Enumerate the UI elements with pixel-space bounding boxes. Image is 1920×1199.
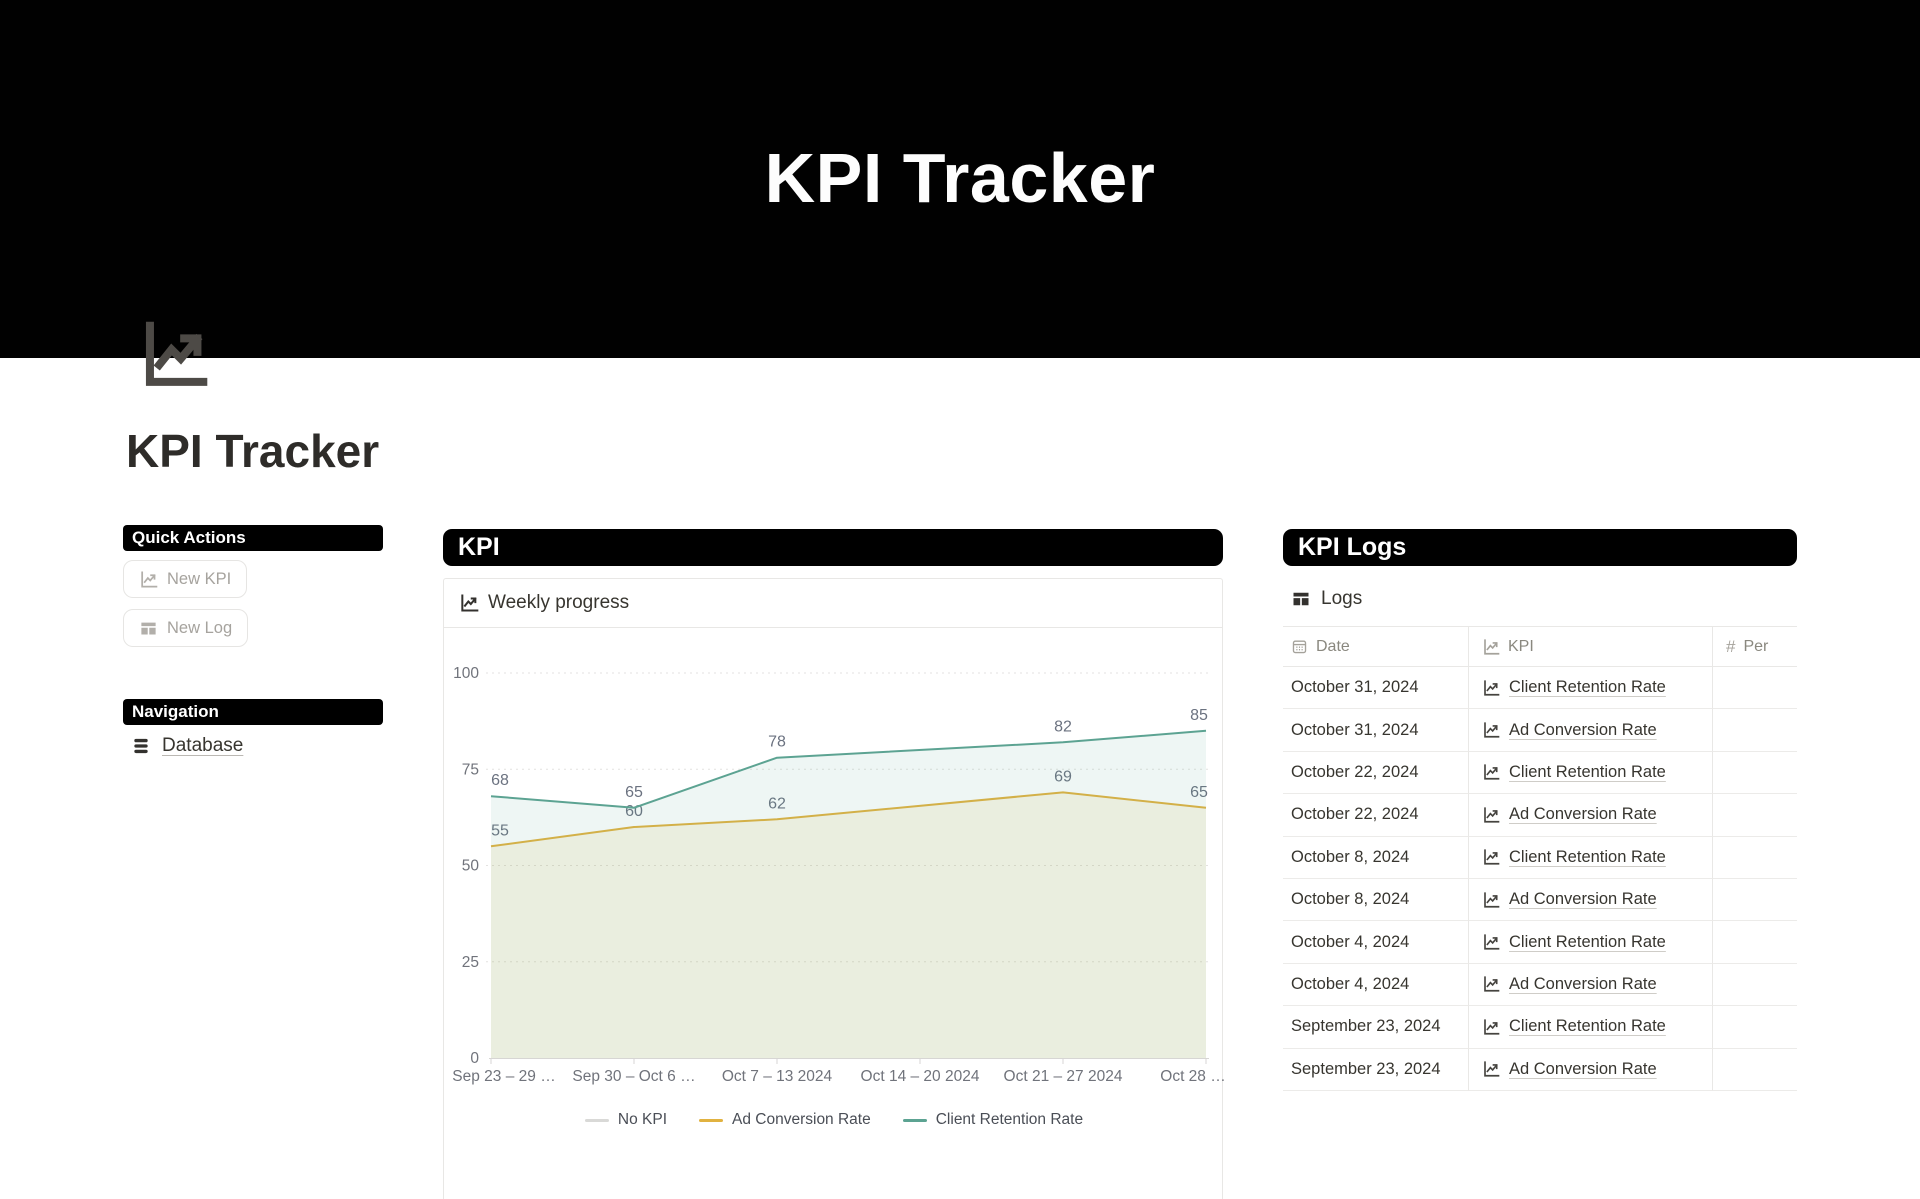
chart-line-icon (459, 593, 479, 613)
svg-text:65: 65 (625, 783, 643, 801)
log-per-cell[interactable] (1712, 837, 1797, 879)
kpi-relation-link[interactable]: Ad Conversion Rate (1509, 720, 1657, 739)
chart-line-icon (1482, 975, 1500, 993)
log-kpi-cell[interactable] (1468, 1049, 1712, 1091)
log-per-cell[interactable] (1712, 921, 1797, 963)
svg-text:0: 0 (470, 1050, 479, 1067)
column-header-kpi[interactable] (1468, 626, 1712, 667)
sidebar-item-database[interactable] (131, 735, 243, 757)
calendar-icon (1291, 638, 1308, 655)
log-date-cell[interactable]: September 23, 2024 (1283, 1006, 1468, 1048)
chart-line-icon (1482, 806, 1500, 824)
kpi-relation-link[interactable]: Client Retention Rate (1509, 762, 1666, 781)
widget-title: Weekly progress (488, 592, 630, 613)
chart-line-icon (1482, 933, 1500, 951)
log-per-cell[interactable] (1712, 667, 1797, 709)
kpi-relation-link[interactable]: Ad Conversion Rate (1509, 890, 1657, 909)
banner-title: KPI Tracker (764, 139, 1156, 217)
legend-label: Ad Conversion Rate (732, 1111, 871, 1128)
kpi-relation-link[interactable]: Client Retention Rate (1509, 1017, 1666, 1036)
log-date-cell[interactable]: October 4, 2024 (1283, 964, 1468, 1006)
svg-text:68: 68 (491, 772, 509, 790)
svg-text:65: 65 (1190, 783, 1208, 801)
chart-line-icon[interactable] (134, 318, 214, 392)
weekly-progress-chart (444, 628, 1224, 1098)
svg-text:62: 62 (768, 795, 786, 813)
log-per-cell[interactable] (1712, 879, 1797, 921)
navigation-header: Navigation (123, 699, 383, 725)
logs-table-title-row[interactable] (1291, 588, 1362, 610)
hash-icon: # (1726, 636, 1736, 656)
log-kpi-cell[interactable] (1468, 879, 1712, 921)
database-icon (131, 736, 151, 756)
svg-text:69: 69 (1054, 768, 1072, 786)
log-per-cell[interactable] (1712, 752, 1797, 794)
log-per-cell[interactable] (1712, 1049, 1797, 1091)
svg-text:Oct 28 …: Oct 28 … (1160, 1068, 1226, 1085)
svg-text:55: 55 (491, 822, 509, 840)
kpi-relation-link[interactable]: Client Retention Rate (1509, 678, 1666, 697)
kpi-logs-section (1283, 529, 1797, 1139)
chart-line-icon (1482, 763, 1500, 781)
page-cover-banner (0, 0, 1920, 358)
kpi-relation-link[interactable]: Client Retention Rate (1509, 847, 1666, 866)
log-per-cell[interactable] (1712, 1006, 1797, 1048)
new-log-button[interactable] (123, 609, 248, 647)
log-kpi-cell[interactable] (1468, 709, 1712, 751)
table-icon (1291, 589, 1311, 609)
legend-item-2[interactable] (903, 1111, 1083, 1129)
log-date-cell[interactable]: October 4, 2024 (1283, 921, 1468, 963)
log-date-cell[interactable]: October 31, 2024 (1283, 709, 1468, 751)
log-kpi-cell[interactable] (1468, 1006, 1712, 1048)
quick-actions-header: Quick Actions (123, 525, 383, 551)
legend-label: No KPI (617, 1111, 668, 1128)
kpi-relation-link[interactable]: Ad Conversion Rate (1509, 805, 1657, 824)
log-kpi-cell[interactable] (1468, 837, 1712, 879)
kpi-relation-link[interactable]: Ad Conversion Rate (1509, 974, 1657, 993)
svg-text:Oct 7 – 13 2024: Oct 7 – 13 2024 (721, 1068, 833, 1085)
logs-table-title: Logs (1321, 588, 1363, 609)
column-header-date-label: Date (1316, 637, 1350, 655)
log-date-cell[interactable]: October 22, 2024 (1283, 752, 1468, 794)
new-kpi-label: New KPI (167, 569, 232, 588)
legend-label: Client Retention Rate (935, 1111, 1084, 1128)
log-date-cell[interactable]: October 31, 2024 (1283, 667, 1468, 709)
logs-table (1283, 626, 1797, 1091)
log-kpi-cell[interactable] (1468, 964, 1712, 1006)
kpi-logs-header: KPI Logs (1283, 529, 1797, 566)
log-kpi-cell[interactable] (1468, 752, 1712, 794)
svg-text:60: 60 (625, 803, 643, 820)
chart-line-icon (139, 570, 158, 589)
chart-legend (444, 1111, 1224, 1129)
table-icon (139, 619, 158, 638)
column-header-per[interactable] (1712, 626, 1797, 667)
chart-line-icon (1482, 721, 1500, 739)
column-header-date[interactable] (1283, 626, 1468, 667)
legend-swatch (699, 1119, 723, 1122)
svg-text:Sep 23 – 29 …: Sep 23 – 29 … (452, 1068, 556, 1085)
column-header-kpi-label: KPI (1508, 637, 1534, 655)
svg-text:78: 78 (768, 733, 786, 751)
log-date-cell[interactable]: September 23, 2024 (1283, 1049, 1468, 1091)
weekly-progress-card (443, 578, 1226, 1199)
log-date-cell[interactable]: October 8, 2024 (1283, 837, 1468, 879)
chart-line-icon (1482, 848, 1500, 866)
legend-swatch (903, 1119, 927, 1122)
legend-swatch (585, 1119, 609, 1122)
chart-line-icon (1482, 1060, 1500, 1078)
chart-line-icon (1482, 638, 1500, 656)
svg-text:85: 85 (1190, 706, 1208, 724)
legend-item-1[interactable] (699, 1111, 871, 1129)
svg-text:100: 100 (453, 665, 479, 682)
weekly-progress-header (444, 579, 1222, 628)
column-header-per-label: Per (1743, 637, 1769, 655)
svg-text:Oct 14 – 20 2024: Oct 14 – 20 2024 (860, 1068, 980, 1085)
log-per-cell[interactable] (1712, 964, 1797, 1006)
chart-line-icon (1482, 891, 1500, 909)
svg-text:75: 75 (461, 761, 479, 779)
database-label: Database (162, 735, 244, 756)
svg-text:50: 50 (461, 857, 479, 875)
chart-line-icon (1482, 1018, 1500, 1036)
log-per-cell[interactable] (1712, 709, 1797, 751)
log-date-cell[interactable]: October 22, 2024 (1283, 794, 1468, 836)
sidebar (123, 525, 383, 756)
log-kpi-cell[interactable] (1468, 667, 1712, 709)
kpi-section-header: KPI (443, 529, 1223, 566)
page-title: KPI Tracker (126, 425, 380, 477)
svg-text:25: 25 (461, 953, 479, 971)
log-date-cell[interactable]: October 8, 2024 (1283, 879, 1468, 921)
log-kpi-cell[interactable] (1468, 921, 1712, 963)
new-kpi-button[interactable] (123, 560, 247, 598)
svg-text:Oct 21 – 27 2024: Oct 21 – 27 2024 (1003, 1068, 1123, 1085)
kpi-relation-link[interactable]: Ad Conversion Rate (1509, 1059, 1657, 1078)
kpi-relation-link[interactable]: Client Retention Rate (1509, 932, 1666, 951)
svg-text:Sep 30 – Oct 6 …: Sep 30 – Oct 6 … (572, 1068, 696, 1085)
svg-text:82: 82 (1054, 718, 1072, 736)
legend-item-0[interactable] (585, 1111, 667, 1129)
kpi-section (443, 529, 1226, 1128)
log-per-cell[interactable] (1712, 794, 1797, 836)
log-kpi-cell[interactable] (1468, 794, 1712, 836)
new-log-label: New Log (167, 618, 233, 637)
chart-line-icon (1482, 679, 1500, 697)
